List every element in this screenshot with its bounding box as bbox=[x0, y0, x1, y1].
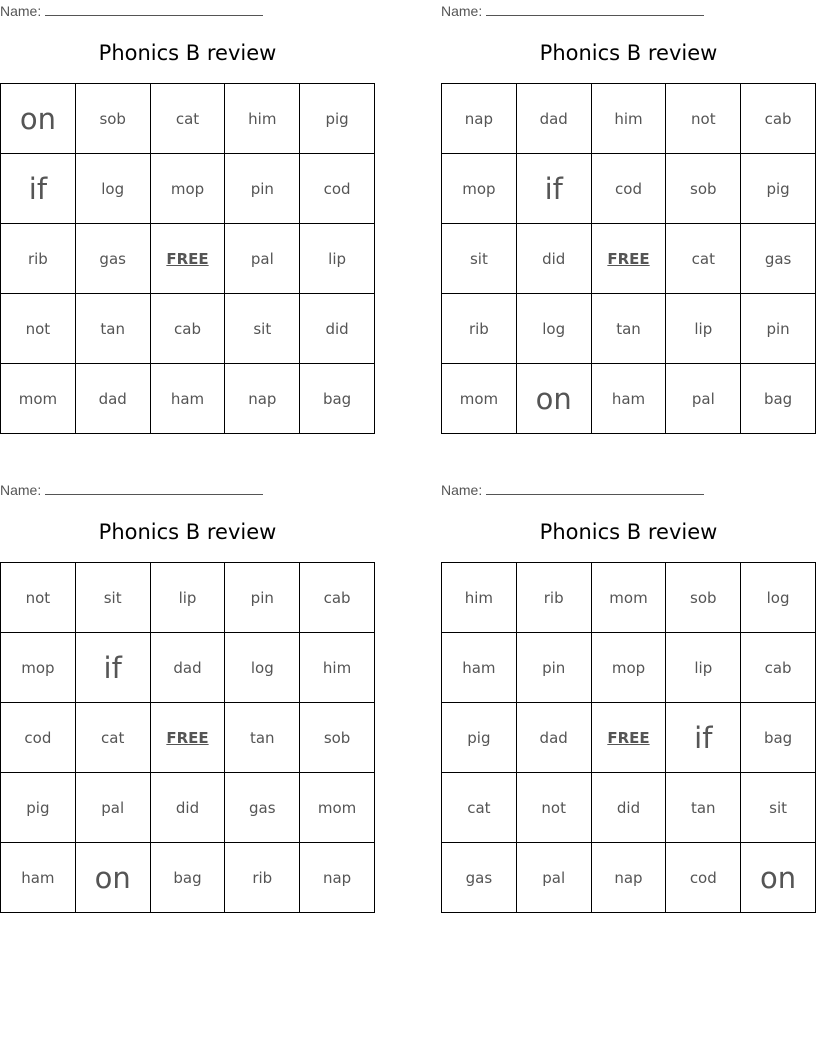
bingo-cell: gas bbox=[741, 224, 816, 294]
name-field bbox=[0, 482, 263, 498]
bingo-cell: dad bbox=[150, 633, 225, 703]
bingo-cell: on bbox=[516, 364, 591, 434]
bingo-cell: sit bbox=[225, 294, 300, 364]
bingo-cell: if bbox=[666, 703, 741, 773]
bingo-cell: cab bbox=[150, 294, 225, 364]
bingo-cell: mom bbox=[591, 563, 666, 633]
name-blank-line bbox=[45, 3, 263, 16]
bingo-cell: if bbox=[1, 154, 76, 224]
bingo-cell: pin bbox=[225, 563, 300, 633]
bingo-cell: sob bbox=[75, 84, 150, 154]
bingo-cell: did bbox=[150, 773, 225, 843]
bingo-cell: tan bbox=[75, 294, 150, 364]
bingo-cell: bag bbox=[300, 364, 375, 434]
bingo-cell: rib bbox=[1, 224, 76, 294]
bingo-cell: if bbox=[516, 154, 591, 224]
name-field bbox=[0, 3, 263, 19]
bingo-cell: cod bbox=[300, 154, 375, 224]
bingo-cell: pig bbox=[741, 154, 816, 224]
bingo-cell: did bbox=[516, 224, 591, 294]
bingo-cell: mom bbox=[442, 364, 517, 434]
card-title: Phonics B review bbox=[539, 41, 718, 65]
bingo-cell: pal bbox=[75, 773, 150, 843]
bingo-cell: did bbox=[591, 773, 666, 843]
bingo-cell: pig bbox=[442, 703, 517, 773]
bingo-grid bbox=[441, 562, 816, 913]
bingo-cell: if bbox=[75, 633, 150, 703]
free-space-cell: FREE bbox=[591, 703, 666, 773]
bingo-card-4 bbox=[441, 479, 816, 914]
bingo-cell: rib bbox=[225, 843, 300, 913]
bingo-cell: did bbox=[300, 294, 375, 364]
free-space-cell: FREE bbox=[150, 224, 225, 294]
bingo-cell: nap bbox=[300, 843, 375, 913]
free-space-cell: FREE bbox=[150, 703, 225, 773]
bingo-cell: nap bbox=[442, 84, 517, 154]
bingo-cell: rib bbox=[516, 563, 591, 633]
bingo-cell: mop bbox=[442, 154, 517, 224]
name-field bbox=[441, 482, 704, 498]
bingo-cell: cod bbox=[1, 703, 76, 773]
bingo-cell: bag bbox=[741, 703, 816, 773]
bingo-cell: him bbox=[442, 563, 517, 633]
bingo-cell: cat bbox=[666, 224, 741, 294]
bingo-cell: lip bbox=[666, 294, 741, 364]
bingo-cell: sob bbox=[300, 703, 375, 773]
bingo-cell: him bbox=[225, 84, 300, 154]
bingo-cell: pal bbox=[225, 224, 300, 294]
bingo-cell: pal bbox=[666, 364, 741, 434]
bingo-cell: on bbox=[75, 843, 150, 913]
bingo-cell: log bbox=[741, 563, 816, 633]
bingo-cell: pig bbox=[1, 773, 76, 843]
bingo-cell: rib bbox=[442, 294, 517, 364]
bingo-cell: not bbox=[516, 773, 591, 843]
bingo-cell: nap bbox=[591, 843, 666, 913]
bingo-cell: dad bbox=[516, 703, 591, 773]
bingo-cell: pin bbox=[741, 294, 816, 364]
bingo-cell: log bbox=[225, 633, 300, 703]
bingo-cell: not bbox=[1, 563, 76, 633]
bingo-grid bbox=[0, 562, 375, 913]
bingo-grid bbox=[0, 83, 375, 434]
bingo-cell: pig bbox=[300, 84, 375, 154]
bingo-cell: cat bbox=[150, 84, 225, 154]
bingo-cell: nap bbox=[225, 364, 300, 434]
bingo-cell: cab bbox=[741, 84, 816, 154]
bingo-grid bbox=[441, 83, 816, 434]
bingo-cell: mop bbox=[1, 633, 76, 703]
bingo-cell: cod bbox=[666, 843, 741, 913]
name-label: Name: bbox=[441, 482, 483, 498]
bingo-cell: ham bbox=[591, 364, 666, 434]
bingo-cell: not bbox=[1, 294, 76, 364]
bingo-cell: mop bbox=[150, 154, 225, 224]
name-blank-line bbox=[45, 482, 263, 495]
bingo-cell: tan bbox=[225, 703, 300, 773]
bingo-cell: log bbox=[75, 154, 150, 224]
bingo-cell: pin bbox=[516, 633, 591, 703]
bingo-cell: lip bbox=[300, 224, 375, 294]
bingo-cell: lip bbox=[150, 563, 225, 633]
bingo-cell: him bbox=[300, 633, 375, 703]
bingo-cell: on bbox=[741, 843, 816, 913]
bingo-cell: sob bbox=[666, 563, 741, 633]
bingo-cell: tan bbox=[591, 294, 666, 364]
bingo-cell: sit bbox=[442, 224, 517, 294]
bingo-cell: cod bbox=[591, 154, 666, 224]
name-label: Name: bbox=[441, 3, 483, 19]
bingo-cell: bag bbox=[150, 843, 225, 913]
bingo-card-1 bbox=[0, 0, 375, 435]
bingo-cell: cat bbox=[75, 703, 150, 773]
bingo-cell: ham bbox=[442, 633, 517, 703]
name-field bbox=[441, 3, 704, 19]
bingo-cell: mop bbox=[591, 633, 666, 703]
bingo-cell: sit bbox=[741, 773, 816, 843]
bingo-cell: on bbox=[1, 84, 76, 154]
bingo-card-3 bbox=[0, 479, 375, 914]
bingo-cell: gas bbox=[442, 843, 517, 913]
bingo-cell: dad bbox=[516, 84, 591, 154]
bingo-cell: pal bbox=[516, 843, 591, 913]
bingo-cell: dad bbox=[75, 364, 150, 434]
card-title: Phonics B review bbox=[539, 520, 718, 544]
bingo-cell: cab bbox=[741, 633, 816, 703]
name-blank-line bbox=[486, 3, 704, 16]
bingo-cell: him bbox=[591, 84, 666, 154]
bingo-cell: ham bbox=[1, 843, 76, 913]
name-label: Name: bbox=[0, 482, 42, 498]
free-space-cell: FREE bbox=[591, 224, 666, 294]
bingo-cell: bag bbox=[741, 364, 816, 434]
bingo-cell: mom bbox=[1, 364, 76, 434]
bingo-cell: pin bbox=[225, 154, 300, 224]
bingo-cell: ham bbox=[150, 364, 225, 434]
bingo-cell: lip bbox=[666, 633, 741, 703]
bingo-cell: cat bbox=[442, 773, 517, 843]
bingo-cell: sob bbox=[666, 154, 741, 224]
bingo-cell: tan bbox=[666, 773, 741, 843]
bingo-cell: mom bbox=[300, 773, 375, 843]
name-blank-line bbox=[486, 482, 704, 495]
bingo-cell: cab bbox=[300, 563, 375, 633]
name-label: Name: bbox=[0, 3, 42, 19]
bingo-cell: sit bbox=[75, 563, 150, 633]
card-title: Phonics B review bbox=[98, 41, 277, 65]
bingo-cell: not bbox=[666, 84, 741, 154]
bingo-cell: log bbox=[516, 294, 591, 364]
bingo-card-2 bbox=[441, 0, 816, 435]
bingo-cell: gas bbox=[75, 224, 150, 294]
bingo-cell: gas bbox=[225, 773, 300, 843]
card-title: Phonics B review bbox=[98, 520, 277, 544]
